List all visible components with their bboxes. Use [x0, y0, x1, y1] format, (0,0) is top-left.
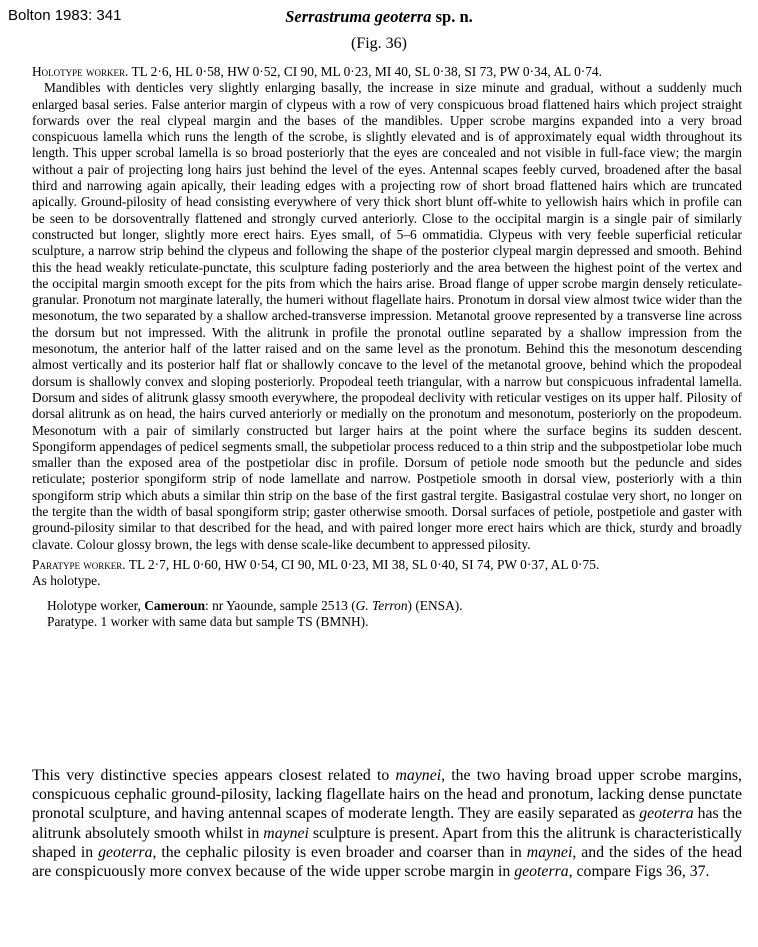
paratype-measurement-values: TL 2·7, HL 0·60, HW 0·54, CI 90, ML 0·23, MI 38, SL 0·40, SI 74, PW 0·37, AL 0·75.: [125, 556, 600, 572]
species-ref-maynei: maynei: [395, 767, 442, 784]
species-ref-geoterra: geoterra: [98, 843, 153, 861]
paratype-material: Paratype. 1 worker with same data but sample TS (BMNH).: [47, 613, 369, 629]
paratype-note: As holotype.: [32, 573, 101, 589]
figure-reference: (Fig. 36): [351, 35, 407, 52]
discussion-text: , the cephalic pilosity is even broader and coarser than in: [152, 843, 527, 861]
material-examined: [32, 598, 742, 631]
country-name: Cameroun: [144, 597, 206, 613]
species-name: Serrastruma geoterra: [285, 7, 432, 26]
discussion-text: , compare Figs 36, 37.: [568, 863, 710, 881]
discussion-paragraph: [32, 766, 742, 881]
description-block: [32, 64, 742, 630]
species-ref-geoterra: geoterra: [514, 863, 569, 881]
discussion-text: sculpture is present. Apart from this the alitrunk is characteristically shaped in: [32, 824, 742, 861]
paratype-measurements: [32, 557, 742, 573]
collector-name: G. Terron: [355, 597, 408, 613]
discussion-text: , the two having broad upper scrobe margins, conspicuous cephalic ground-pilosity, lacking flagellate hairs on the head and pronotum, lacking dense punctate pronotal sculpture, and having antennal scapes of moderate length. They are easily separated as: [32, 767, 742, 823]
discussion-block: [32, 766, 742, 881]
paratype-label: Paratype worker.: [32, 556, 126, 572]
species-status: sp. n.: [431, 7, 473, 26]
holotype-measurements: [32, 64, 742, 80]
species-ref-maynei: maynei: [263, 824, 309, 842]
discussion-text: This very distinctive species appears closest related to: [32, 767, 396, 784]
holotype-material-locality: : nr Yaounde, sample 2513 (: [205, 597, 356, 613]
species-title: [0, 7, 758, 27]
holotype-material-prefix: Holotype worker,: [47, 597, 145, 613]
species-ref-geoterra: geoterra: [639, 805, 694, 823]
species-ref-maynei: maynei: [526, 843, 573, 861]
discussion-text: has the alitrunk absolutely smooth whilst in: [32, 805, 742, 842]
holotype-material: [47, 598, 742, 614]
holotype-measurement-values: TL 2·6, HL 0·58, HW 0·52, CI 90, ML 0·23, MI 40, SL 0·38, SI 73, PW 0·34, AL 0·74.: [128, 64, 602, 79]
discussion-text: , and the sides of the head are conspicuously more convex because of the wide upper scrobe margin in: [32, 843, 742, 881]
holotype-label: Holotype worker.: [32, 64, 129, 79]
holotype-material-depository: ) (ENSA).: [407, 597, 463, 613]
holotype-description: Mandibles with denticles very slightly enlarging basally, the increase in size minute and gradual, without a suddenly much enlarged basal series. False anterior margin of clypeus with a row of very conspicuous broad flattened hairs which project straight forwards over the real clypeal margin and the bases of the mandibles. Upper scrobe margins expanded into a very broad conspicuous lamella which runs the length of the scrobe, is slightly elevated and is of approximately equal width throughout its length. This upper scrobal lamella is so broad posteriorly that the eyes are concealed and not visible in full-face view; the margin without a pair of projecting long hairs just behind the level of the eyes. Antennal scapes feebly curved, broadened after the basal third and narrowing again apically, their leading edges with a projecting row of short broad flattened hairs which are truncated apically. Ground-pilosity of head consisting everywhere of very thick short blunt off-white to yellowish hairs which in profile can be seen to be dorsoventrally flattened and strongly curved anteriorly. Close to the occipital margin is a single pair of similarly constructed but longer, slightly more erect hairs. Eyes small, of 5–6 ommatidia. Clypeus with very feeble superficial reticular sculpture, a narrow strip behind the clypeus and following the shape of the posterior clypeal margin depressed and smooth. Behind this the head weakly reticulate-punctate, this sculpture fading posteriorly and the area between the highest point of the vertex and the occipital margin smooth except for the pits from which the hairs arise. Broad flange of upper scrobe margin densely reticulate-granular. Pronotum not marginate laterally, the humeri without flagellate hairs. Pronotum in dorsal view almost twice wider than the mesonotum, the two separated by a shallow arched-transverse impression. Metanotal groove represented by a transverse line across the dorsum but not impressed. With the alitrunk in profile the pronotal outline separated by a shallow impression from the mesonotum, the anterior half of the latter raised and on the same level as the pronotum. Behind this the mesonotum descending almost vertically and its posterior half flat or shallowly concave to the level of the metanotal groove, behind which the propodeal dorsum is shallowly convex and sloping posteriorly. Propodeal teeth triangular, with a narrow but conspicuous infradental lamella. Dorsum and sides of alitrunk glassy smooth everywhere, the propodeal declivity with reticular vestiges on its upper half. Pilosity of dorsal alitrunk as on head, the hairs curved anteriorly or medially on the pronotum and mesonotum, posteriorly on the propodeum. Mesonotum with a pair of similarly constructed but larger hairs at the point where the surface begins its sudden descent. Spongiform appendages of pedicel segments small, the subpetiolar process reduced to a thin strip and the subpostpetiolar lobe much smaller than the exposed area of the postpetiolar disc in profile. Dorsum of petiole node smooth but the peduncle and sides reticulate; posterior spongiform strip of node lamellate and narrow. Postpetiole smooth in dorsal view, posteriorly with a thin spongiform strip which abuts a similar thin strip on the base of the first gastral tergite. Basigastral costulae very short, no longer on the tergite than the width of basal spongiform strip; gaster otherwise smooth. Dorsal surfaces of petiole, postpetiole and gaster with ground-pilosity similar to that described for the head, and with paired longer more erect hairs which are thick, sturdy and broadly clavate. Colour glossy brown, the legs with dense scale-like decumbent to appressed pilosity.: [32, 80, 742, 552]
page-source-citation: Bolton 1983: 341: [8, 7, 122, 24]
